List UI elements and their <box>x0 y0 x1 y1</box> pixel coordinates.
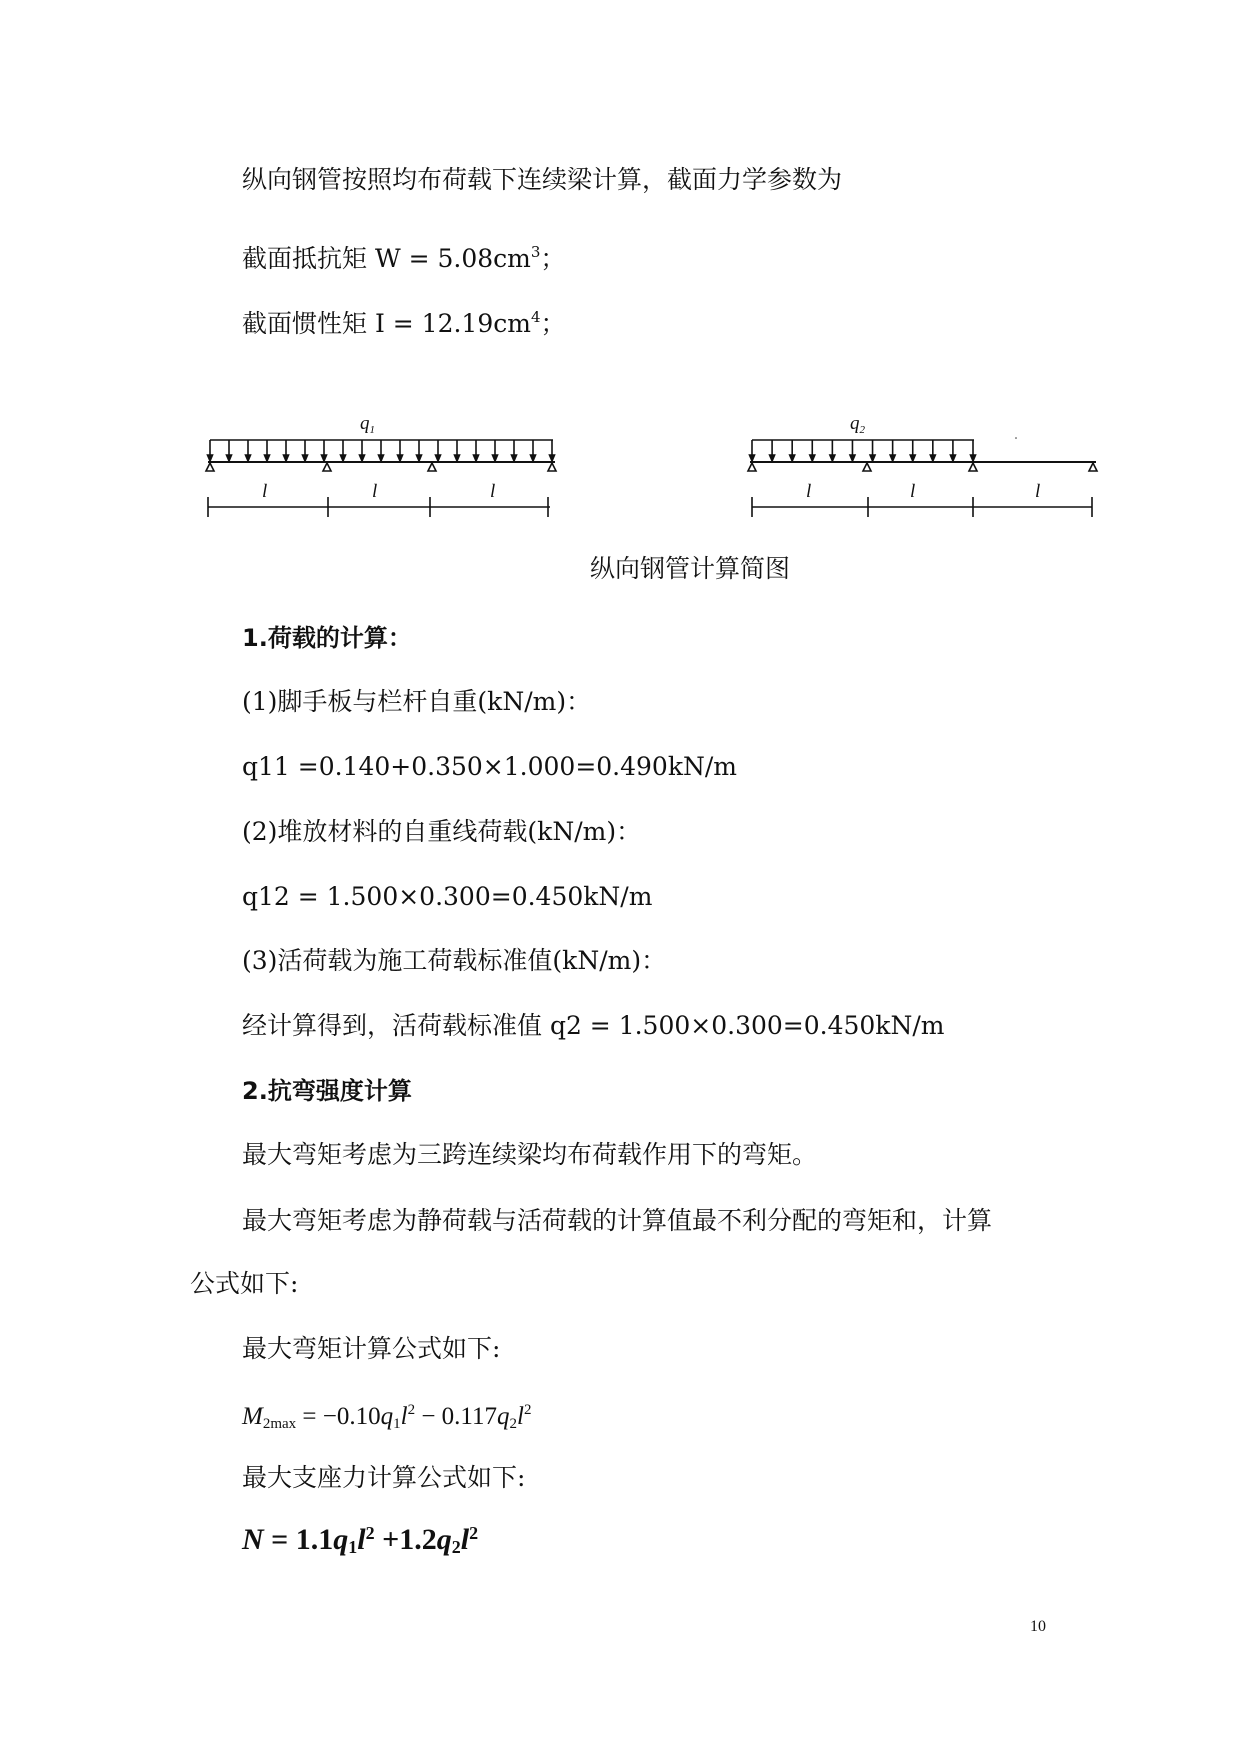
section-modulus-text: 截面抵抗矩 W = 5.08cm <box>242 244 531 273</box>
q2-text: 经计算得到，活荷载标准值 q2 = 1.500×0.300=0.450kN/m <box>242 1011 945 1040</box>
section2-heading: 2.抗弯强度计算 <box>242 1077 412 1105</box>
intro-text: 纵向钢管按照均布荷载下连续梁计算，截面力学参数为 <box>242 165 843 194</box>
load-arrowhead <box>265 455 270 461</box>
load-arrowhead <box>208 455 213 461</box>
load-arrowhead <box>850 455 855 461</box>
load-arrowhead <box>971 455 976 461</box>
load-arrowhead <box>930 455 935 461</box>
load-arrowhead <box>246 455 251 461</box>
load-arrowhead <box>810 455 815 461</box>
left-span-label-2: l <box>372 481 378 502</box>
load-arrowhead <box>379 455 384 461</box>
page-number: 10 <box>1030 1618 1046 1635</box>
right-load-arrows <box>750 440 976 461</box>
left-span-label-1: l <box>262 481 268 502</box>
load-arrowhead <box>770 455 775 461</box>
max-support-force-formula: $N = 1.1q_1l^2 +1.2q_2l^2$ <box>242 1523 479 1557</box>
load-arrowhead <box>322 455 327 461</box>
section-modulus-exp: 3 <box>530 243 541 261</box>
load-arrowhead <box>455 455 460 461</box>
beam-diagram-left <box>200 405 570 535</box>
left-load-arrows <box>208 440 555 461</box>
right-support-3 <box>969 463 977 471</box>
load-arrowhead <box>284 455 289 461</box>
item1-text: (1)脚手板与栏杆自重(kN/m)： <box>242 687 592 716</box>
load-arrowhead <box>398 455 403 461</box>
load-arrowhead <box>341 455 346 461</box>
load-arrowhead <box>890 455 895 461</box>
right-span-label-2: l <box>910 481 916 502</box>
section1-heading: 1.荷载的计算： <box>242 624 412 652</box>
load-arrowhead <box>550 455 555 461</box>
right-span-label-1: l <box>806 481 812 502</box>
load-arrowhead <box>790 455 795 461</box>
item2-text: (2)堆放材料的自重线荷载(kN/m)： <box>242 817 642 846</box>
left-support-3 <box>428 463 436 471</box>
paragraph-2a: 最大弯矩考虑为静荷载与活荷载的计算值最不利分配的弯矩和，计算 <box>242 1206 993 1235</box>
load-arrowhead <box>493 455 498 461</box>
q12-text: q12 = 1.500×0.300=0.450kN/m <box>242 882 653 911</box>
paragraph-4: 最大支座力计算公式如下: <box>242 1463 526 1492</box>
load-arrowhead <box>830 455 835 461</box>
right-span-label-3: l <box>1035 481 1041 502</box>
left-support-4 <box>548 463 556 471</box>
load-arrowhead <box>360 455 365 461</box>
load-arrowhead <box>910 455 915 461</box>
left-load-label: $q_1$ <box>360 413 375 436</box>
load-arrowhead <box>227 455 232 461</box>
load-arrowhead <box>303 455 308 461</box>
load-arrowhead <box>531 455 536 461</box>
item3-text: (3)活荷载为施工荷载标准值(kN/m)： <box>242 946 667 975</box>
moment-of-inertia-line <box>242 301 566 340</box>
right-support-2 <box>863 463 871 471</box>
load-arrowhead <box>950 455 955 461</box>
left-support-2 <box>323 463 331 471</box>
left-support-1 <box>206 463 214 471</box>
paragraph-3: 最大弯矩计算公式如下: <box>242 1334 501 1363</box>
section-modulus-line <box>242 236 565 275</box>
max-moment-formula: $M_{2max} = -0.10q_1l^2 - 0.117q_2l^2$ <box>242 1402 532 1432</box>
section-modulus-suffix: ； <box>540 244 566 273</box>
load-arrowhead <box>750 455 755 461</box>
left-span-label-3: l <box>490 481 496 502</box>
load-arrowhead <box>474 455 479 461</box>
moment-of-inertia-text: 截面惯性矩 I = 12.19cm <box>242 309 531 338</box>
paragraph-2b: 公式如下: <box>190 1269 299 1298</box>
right-support-1 <box>748 463 756 471</box>
load-arrowhead <box>870 455 875 461</box>
moment-of-inertia-exp: 4 <box>530 308 541 326</box>
right-load-label: $q_2$ <box>850 413 865 436</box>
load-arrowhead <box>417 455 422 461</box>
load-arrowhead <box>512 455 517 461</box>
right-support-4 <box>1089 463 1097 471</box>
paragraph-1: 最大弯矩考虑为三跨连续梁均布荷载作用下的弯矩。 <box>242 1140 818 1169</box>
moment-of-inertia-suffix: ； <box>540 309 566 338</box>
q11-text: q11 =0.140+0.350×1.000=0.490kN/m <box>242 752 737 781</box>
diagram-caption: 纵向钢管计算简图 <box>590 554 791 583</box>
load-arrowhead <box>436 455 441 461</box>
beam-diagram-right <box>740 405 1110 535</box>
